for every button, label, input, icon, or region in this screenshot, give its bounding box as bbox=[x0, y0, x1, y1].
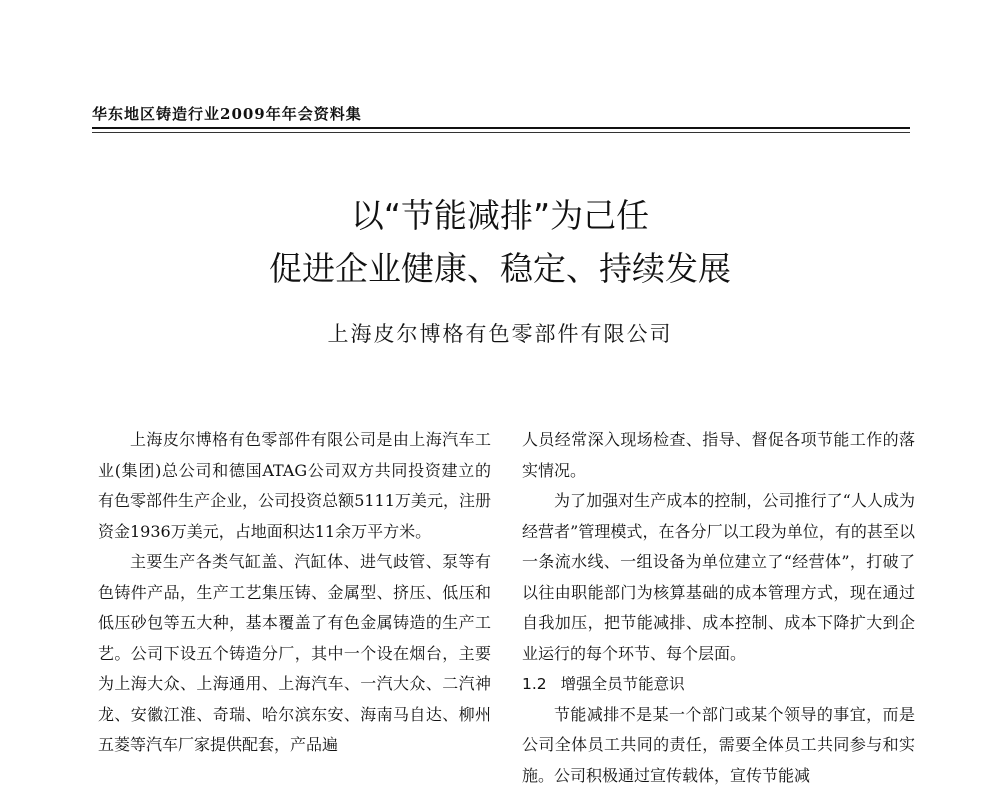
left-paragraph-2: 主要生产各类气缸盖、汽缸体、进气歧管、泵等有色铸件产品，生产工艺集压铸、金属型、挤压、低压和低压砂包等五大种，基本覆盖了有色金属铸造的生产工艺。公司下设五个铸造分厂，其中一个设在烟台，主要为上海大众、上海通用、上海汽车、一汽大众、二汽神龙、安徽江淮、奇瑞、哈尔滨东安、海南马自达、柳州五菱等汽车厂家提供配套，产品遍 bbox=[98, 547, 491, 761]
left-paragraph-1: 上海皮尔博格有色零部件有限公司是由上海汽车工业(集团)总公司和德国ATAG公司双方共同投资建立的有色零部件生产企业，公司投资总额5111万美元，注册资金1936万美元，占地面积达11余万平方米。 bbox=[98, 425, 491, 547]
section-number: 1.2 bbox=[522, 669, 547, 700]
section-title: 增强全员节能意识 bbox=[561, 669, 685, 700]
right-column bbox=[522, 425, 915, 791]
right-paragraph-1: 人员经常深入现场检查、指导、督促各项节能工作的落实情况。 bbox=[522, 425, 915, 486]
running-header: 华东地区铸造行业2009年年会资料集 bbox=[92, 103, 362, 124]
right-paragraph-2: 为了加强对生产成本的控制，公司推行了“人人成为经营者”管理模式，在各分厂以工段为单位，有的甚至以一条流水线、一组设备为单位建立了“经营体”，打破了以往由职能部门为核算基础的成本管理方式，现在通过自我加压，把节能减排、成本控制、成本下降扩大到企业运行的每个环节、每个层面。 bbox=[522, 486, 915, 669]
right-paragraph-3: 节能减排不是某一个部门或某个领导的事宜，而是公司全体员工共同的责任，需要全体员工共同参与和实施。公司积极通过宣传载体，宣传节能减 bbox=[522, 700, 915, 791]
article-title-line-1: 以“节能减排”为己任 bbox=[0, 190, 1000, 237]
header-rule-thin bbox=[92, 132, 910, 133]
author-organization: 上海皮尔博格有色零部件有限公司 bbox=[0, 318, 1000, 348]
section-heading bbox=[522, 669, 915, 700]
header-rule-thick bbox=[92, 127, 910, 129]
article-title-line-2: 促进企业健康、稳定、持续发展 bbox=[0, 243, 1000, 290]
left-column bbox=[98, 425, 491, 761]
